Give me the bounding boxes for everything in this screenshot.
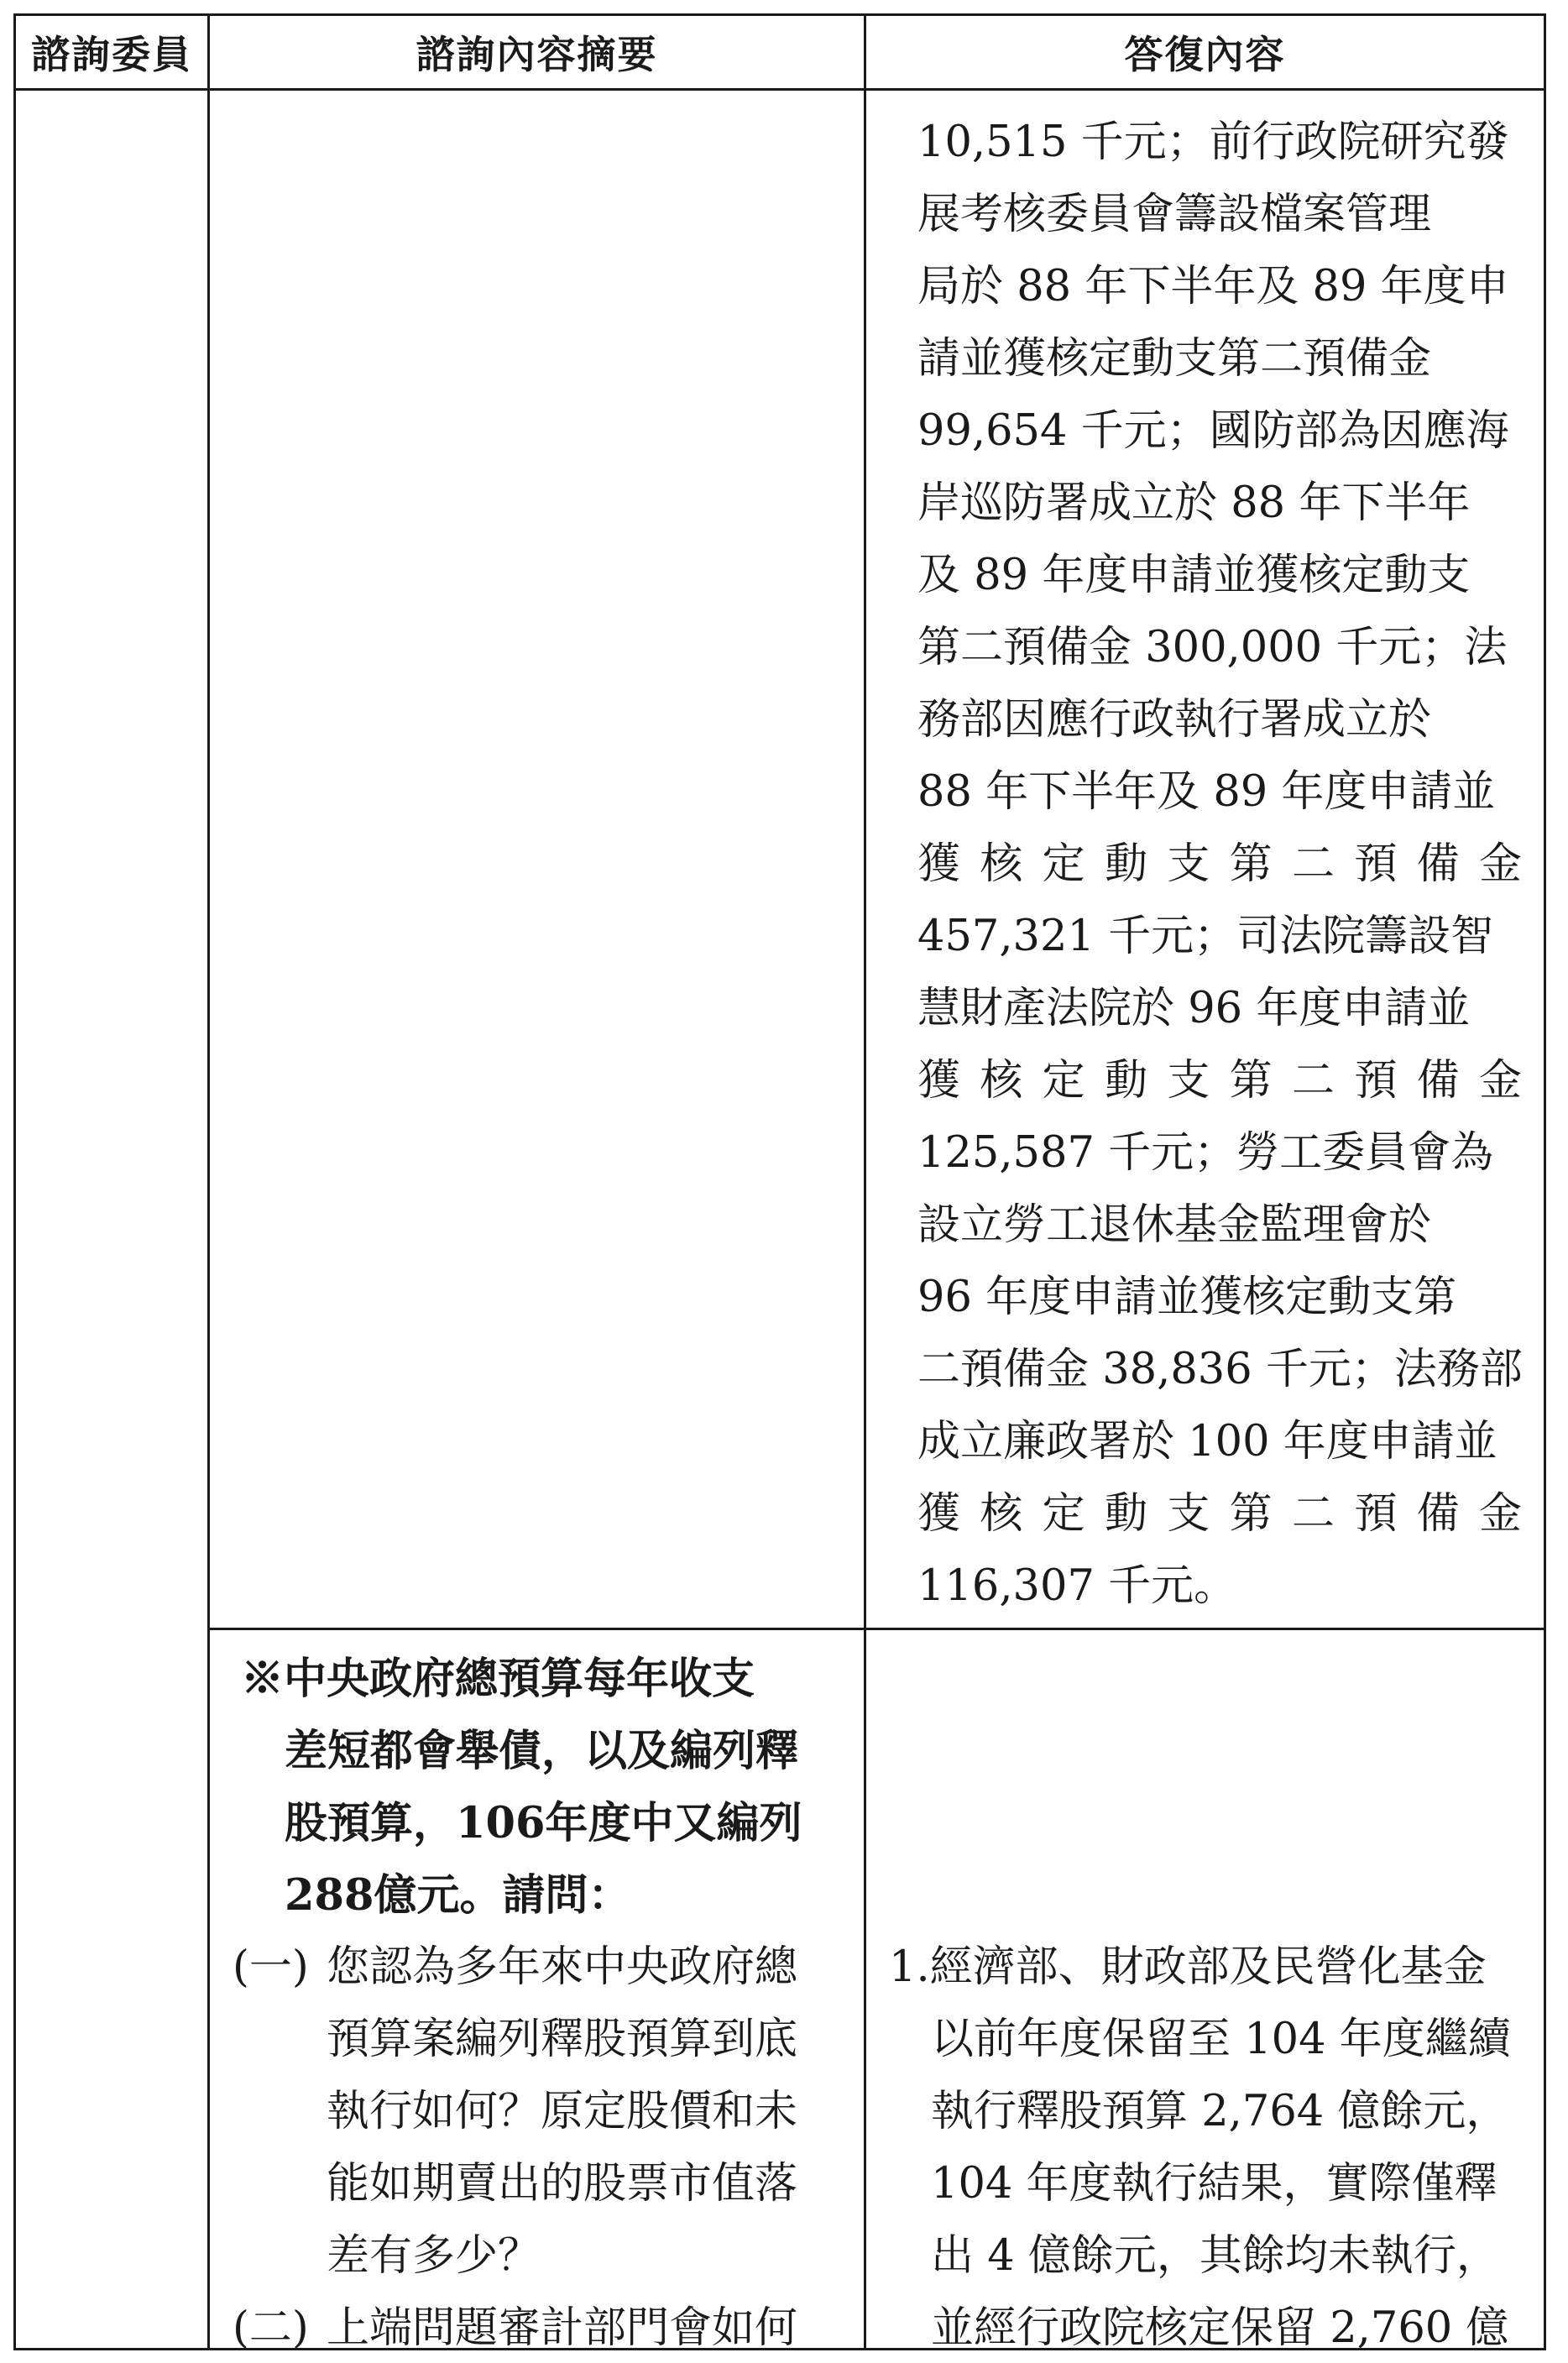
- question-item-line: 預算案編列釋股預算到底: [327, 2015, 798, 2064]
- answer-line: 獲核定動支第二預備金: [917, 1056, 1522, 1106]
- answer-line: 99,654 千元；國防部為因應海: [917, 406, 1509, 456]
- answer-line: 以前年度保留至 104 年度繼續: [931, 2015, 1511, 2064]
- answer-line: 成立廉政署於 100 年度申請並: [917, 1417, 1497, 1466]
- answer-line: 1.經濟部、財政部及民營化基金: [889, 1942, 1487, 1992]
- answer-line: 務部因應行政執行署成立於: [917, 695, 1432, 745]
- header-divider: [16, 88, 1544, 91]
- row-divider: [207, 1628, 1544, 1630]
- answer-line: 並經行政院核定保留 2,760 億: [931, 2303, 1509, 2348]
- header-advisor: 諮詢委員: [31, 32, 192, 77]
- column-divider-2: [864, 16, 866, 2348]
- question-heading-line: 288億元。請問：: [285, 1870, 631, 1921]
- question-item-line: 您認為多年來中央政府總: [327, 1942, 798, 1992]
- question-item-line: 差有多少？: [327, 2231, 541, 2281]
- answer-line: 執行釋股預算 2,764 億餘元，: [931, 2087, 1509, 2136]
- question-item-marker: (二): [233, 2303, 309, 2348]
- answer-line: 局於 88 年下半年及 89 年度申: [917, 262, 1509, 311]
- question-heading-line: 差短都會舉債，以及編列釋: [285, 1726, 799, 1776]
- answer-line: 獲核定動支第二預備金: [917, 1489, 1522, 1539]
- answer-line: 96 年度申請並獲核定動支第: [917, 1273, 1457, 1322]
- question-item-line: 能如期賣出的股票市值落: [327, 2159, 798, 2209]
- answer-line: 125,587 千元；勞工委員會為: [917, 1128, 1494, 1178]
- document-table: [13, 13, 1546, 2350]
- answer-line: 設立勞工退休基金監理會於: [917, 1200, 1432, 1250]
- answer-line: 請並獲核定動支第二預備金: [917, 334, 1432, 384]
- header-response: 答復內容: [1124, 32, 1286, 77]
- answer-line: 出 4 億餘元，其餘均未執行，: [931, 2231, 1499, 2281]
- question-item-marker: (一): [233, 1942, 309, 1992]
- answer-line: 獲核定動支第二預備金: [917, 839, 1522, 889]
- answer-line: 岸巡防署成立於 88 年下半年: [917, 478, 1471, 528]
- header-inquiry-summary: 諮詢內容摘要: [416, 32, 658, 77]
- answer-line: 慧財產法院於 96 年度申請並: [917, 984, 1471, 1033]
- question-item-line: 上端問題審計部門會如何: [327, 2303, 798, 2348]
- answer-line: 展考核委員會籌設檔案管理: [917, 190, 1432, 239]
- answer-line: 116,307 千元。: [917, 1561, 1237, 1611]
- answer-line: 88 年下半年及 89 年度申請並: [917, 767, 1496, 817]
- answer-line: 第二預備金 300,000 千元；法: [917, 623, 1508, 672]
- question-heading-line: ※中央政府總預算每年收支: [241, 1654, 755, 1704]
- answer-line: 10,515 千元；前行政院研究發: [917, 118, 1509, 167]
- question-item-line: 執行如何？原定股價和未: [327, 2087, 798, 2136]
- answer-line: 457,321 千元；司法院籌設智: [917, 912, 1494, 961]
- answer-line: 104 年度執行結果，實際僅釋: [931, 2159, 1497, 2209]
- question-heading-line: 股預算，106年度中又編列: [285, 1798, 802, 1848]
- answer-line: 二預備金 38,836 千元；法務部: [917, 1345, 1523, 1394]
- column-divider-1: [207, 16, 210, 2348]
- answer-line: 及 89 年度申請並獲核定動支: [917, 551, 1471, 600]
